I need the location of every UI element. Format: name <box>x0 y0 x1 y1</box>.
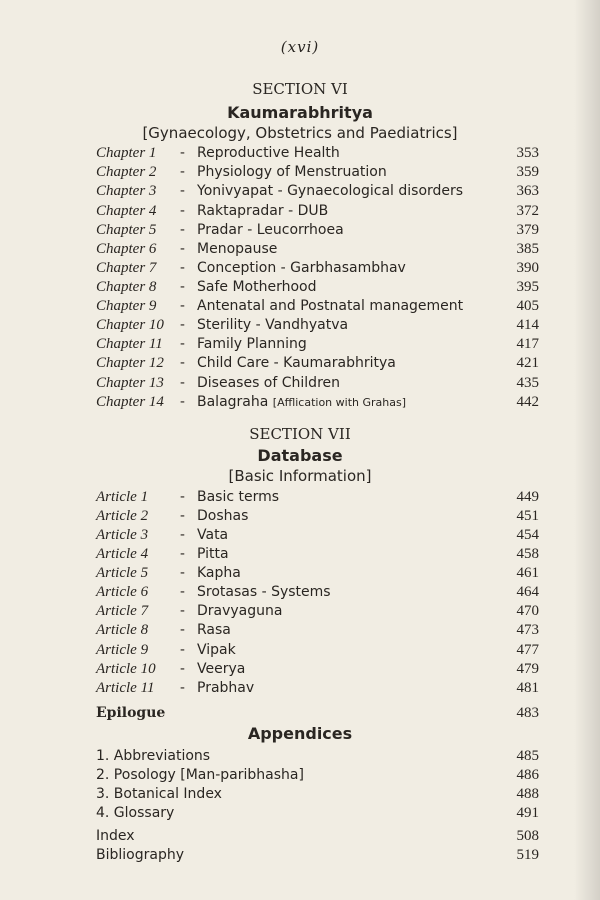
entry-label: Chapter 14 <box>96 394 164 410</box>
toc-entry <box>0 546 600 566</box>
entry-label: Chapter 6 <box>96 241 157 257</box>
entry-page: 395 <box>516 279 539 295</box>
appendices-title: Appendices <box>247 724 353 743</box>
toc-entry <box>0 527 600 547</box>
toc-entry <box>0 394 600 414</box>
entry-title: Dravyaguna <box>197 603 283 619</box>
entry-label: Article 2 <box>96 508 149 524</box>
entry-title: Pradar - Leucorrhoea <box>197 222 344 238</box>
toc-entry <box>0 508 600 528</box>
entry-label: Chapter 8 <box>96 279 157 295</box>
section-7-title: Database <box>257 446 343 465</box>
appendix-entry <box>0 786 600 806</box>
entry-page: 461 <box>516 565 539 581</box>
entry-title: Reproductive Health <box>197 145 340 161</box>
appendix-title: 3. Botanical Index <box>96 786 222 802</box>
entry-label: Article 1 <box>96 489 149 505</box>
entry-label: Article 11 <box>96 680 155 696</box>
entry-dash: - <box>180 394 185 410</box>
entry-label: Chapter 2 <box>96 164 157 180</box>
section-6-heading: SECTION VI <box>252 80 348 98</box>
entry-title: Yonivyapat - Gynaecological disorders <box>197 183 464 199</box>
toc-entry <box>0 565 600 585</box>
bibliography-title: Bibliography <box>96 847 184 863</box>
toc-entry <box>0 584 600 604</box>
epilogue-entry <box>0 705 600 725</box>
entry-page: 458 <box>516 546 539 562</box>
toc-entry <box>0 222 600 242</box>
entry-page: 470 <box>516 603 539 619</box>
entry-page: 385 <box>516 241 539 257</box>
toc-entry <box>0 279 600 299</box>
index-title: Index <box>96 828 135 844</box>
entry-dash: - <box>180 642 185 658</box>
entry-title: Kapha <box>197 565 241 581</box>
entry-page: 449 <box>516 489 539 505</box>
bibliography-entry <box>0 847 600 867</box>
toc-entry <box>0 203 600 223</box>
entry-title-note: [Afflication with Grahas] <box>272 396 407 409</box>
toc-entry <box>0 317 600 337</box>
entry-page: 417 <box>516 336 539 352</box>
entry-title: Sterility - Vandhyatva <box>197 317 349 333</box>
entry-label: Chapter 13 <box>96 375 164 391</box>
entry-title: Diseases of Children <box>197 375 341 391</box>
entry-label: Article 5 <box>96 565 149 581</box>
entry-label: Article 3 <box>96 527 149 543</box>
entry-dash: - <box>180 183 185 199</box>
entry-page: 421 <box>516 355 539 371</box>
appendix-entry <box>0 805 600 825</box>
entry-page: 477 <box>516 642 539 658</box>
entry-dash: - <box>180 260 185 276</box>
entry-title: Vipak <box>197 642 236 658</box>
appendix-page: 488 <box>516 786 539 802</box>
entry-page: 353 <box>516 145 539 161</box>
entry-page: 363 <box>516 183 539 199</box>
entry-dash: - <box>180 164 185 180</box>
entry-title: Antenatal and Postnatal management <box>197 298 464 314</box>
entry-label: Chapter 10 <box>96 317 164 333</box>
entry-dash: - <box>180 298 185 314</box>
entry-page: 379 <box>516 222 539 238</box>
entry-dash: - <box>180 375 185 391</box>
appendix-page: 485 <box>516 748 539 764</box>
toc-entry <box>0 260 600 280</box>
toc-entry <box>0 375 600 395</box>
entry-label: Chapter 4 <box>96 203 157 219</box>
appendix-page: 491 <box>516 805 539 821</box>
entry-title: Child Care - Kaumarabhritya <box>197 355 396 371</box>
entry-title: Doshas <box>197 508 249 524</box>
entry-dash: - <box>180 489 185 505</box>
entry-title: Srotasas - Systems <box>197 584 331 600</box>
entry-dash: - <box>180 546 185 562</box>
entry-page: 405 <box>516 298 539 314</box>
index-entry <box>0 828 600 848</box>
toc-entry <box>0 336 600 356</box>
appendix-title: 4. Glossary <box>96 805 175 821</box>
entry-page: 359 <box>516 164 539 180</box>
entry-dash: - <box>180 565 185 581</box>
entry-page: 481 <box>516 680 539 696</box>
entry-page: 390 <box>516 260 539 276</box>
entry-dash: - <box>180 527 185 543</box>
entry-dash: - <box>180 279 185 295</box>
entry-title: Rasa <box>197 622 231 638</box>
entry-dash: - <box>180 661 185 677</box>
section-7-subtitle: [Basic Information] <box>228 467 372 485</box>
page-number: (xvi) <box>280 38 320 56</box>
toc-entry <box>0 622 600 642</box>
epilogue-title: Epilogue <box>96 705 166 721</box>
entry-title: Basic terms <box>197 489 280 505</box>
bibliography-page: 519 <box>516 847 539 863</box>
entry-dash: - <box>180 584 185 600</box>
index-page: 508 <box>516 828 539 844</box>
entry-title: Vata <box>197 527 229 543</box>
entry-label: Article 7 <box>96 603 149 619</box>
entry-label: Chapter 3 <box>96 183 157 199</box>
toc-entry <box>0 603 600 623</box>
toc-entry <box>0 145 600 165</box>
entry-dash: - <box>180 317 185 333</box>
entry-dash: - <box>180 355 185 371</box>
entry-title: Raktapradar - DUB <box>197 203 329 219</box>
entry-label: Article 4 <box>96 546 149 562</box>
appendix-title: 1. Abbreviations <box>96 748 211 764</box>
entry-dash: - <box>180 680 185 696</box>
section-6-title: Kaumarabhritya <box>227 103 373 122</box>
entry-page: 473 <box>516 622 539 638</box>
entry-title: Physiology of Menstruation <box>197 164 387 180</box>
toc-entry <box>0 183 600 203</box>
entry-title: Menopause <box>197 241 278 257</box>
entry-title: Family Planning <box>197 336 307 352</box>
entry-label: Chapter 12 <box>96 355 164 371</box>
entry-dash: - <box>180 603 185 619</box>
entry-dash: - <box>180 336 185 352</box>
appendix-entry <box>0 767 600 787</box>
toc-entry <box>0 642 600 662</box>
epilogue-page: 483 <box>516 705 539 721</box>
entry-page: 435 <box>516 375 539 391</box>
toc-entry <box>0 241 600 261</box>
entry-dash: - <box>180 222 185 238</box>
entry-page: 454 <box>516 527 539 543</box>
entry-page: 479 <box>516 661 539 677</box>
entry-page: 451 <box>516 508 539 524</box>
appendix-entry <box>0 748 600 768</box>
entry-dash: - <box>180 622 185 638</box>
entry-title: Veerya <box>197 661 246 677</box>
entry-dash: - <box>180 145 185 161</box>
entry-label: Article 8 <box>96 622 149 638</box>
toc-entry <box>0 298 600 318</box>
entry-label: Chapter 11 <box>96 336 163 352</box>
entry-label: Chapter 5 <box>96 222 157 238</box>
entry-title: Safe Motherhood <box>197 279 317 295</box>
entry-label: Article 9 <box>96 642 149 658</box>
section-7-heading: SECTION VII <box>249 425 351 443</box>
entry-page: 414 <box>516 317 539 333</box>
section-6-subtitle: [Gynaecology, Obstetrics and Paediatrics] <box>142 124 458 142</box>
entry-title: Conception - Garbhasambhav <box>197 260 406 276</box>
entry-dash: - <box>180 508 185 524</box>
entry-label: Article 6 <box>96 584 149 600</box>
entry-title: Prabhav <box>197 680 255 696</box>
toc-entry <box>0 355 600 375</box>
appendix-title: 2. Posology [Man-paribhasha] <box>96 767 304 783</box>
entry-dash: - <box>180 203 185 219</box>
entry-title-main: Balagraha <box>197 394 269 410</box>
entry-page: 442 <box>516 394 539 410</box>
toc-entry <box>0 680 600 700</box>
entry-label: Chapter 1 <box>96 145 157 161</box>
entry-page: 372 <box>516 203 539 219</box>
entry-label: Chapter 7 <box>96 260 157 276</box>
entry-label: Chapter 9 <box>96 298 157 314</box>
toc-entry <box>0 164 600 184</box>
toc-entry <box>0 489 600 509</box>
entry-title: Pitta <box>197 546 229 562</box>
entry-label: Article 10 <box>96 661 156 677</box>
entry-dash: - <box>180 241 185 257</box>
entry-title <box>197 394 406 410</box>
entry-page: 464 <box>516 584 539 600</box>
toc-entry <box>0 661 600 681</box>
appendix-page: 486 <box>516 767 539 783</box>
